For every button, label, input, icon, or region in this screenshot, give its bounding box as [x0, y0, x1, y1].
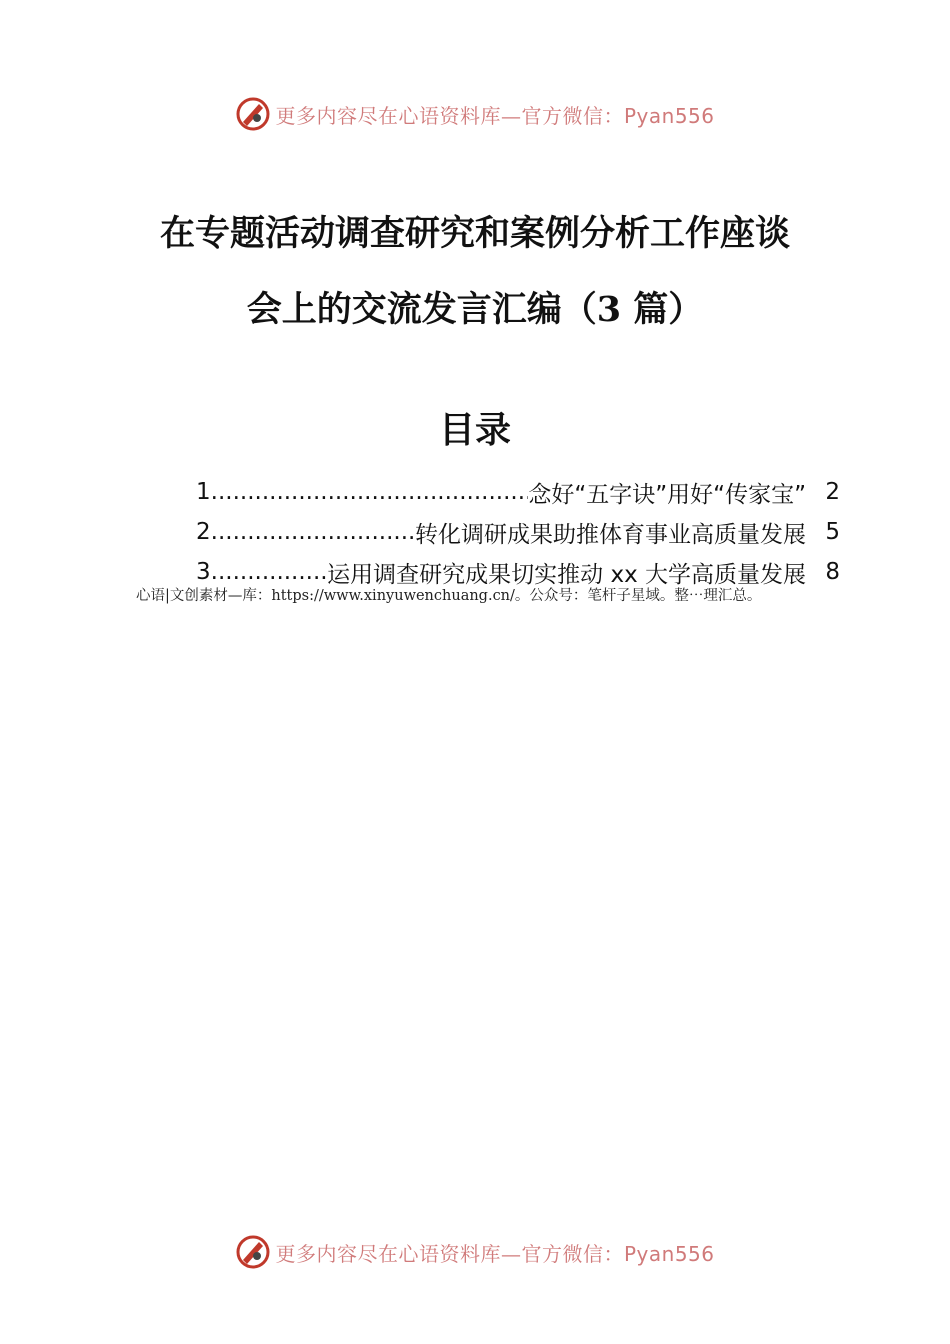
- toc-leader-dots: [211, 559, 328, 585]
- banner-dash: —: [500, 103, 522, 128]
- toc-entry-page: 2: [825, 479, 840, 505]
- toc-leader-dots: [211, 479, 529, 505]
- banner-text: [275, 100, 714, 129]
- toc-leader-dots: [211, 519, 415, 545]
- document-title-line-2: 会上的交流发言汇编（3 篇）: [246, 289, 704, 330]
- pen-logo-icon: [235, 1234, 271, 1270]
- table-of-contents: [196, 472, 840, 592]
- toc-heading: 目录: [438, 409, 511, 451]
- banner-dash: —: [500, 1241, 522, 1266]
- toc-entry-title: 运用调查研究成果切实推动 xx 大学高质量发展: [327, 561, 806, 588]
- toc-entry-number: 1: [196, 479, 211, 505]
- banner-slogan: 更多内容尽在心语资料库: [275, 103, 501, 128]
- toc-entry-title: 念好“五字诀”用好“传家宝”: [528, 481, 806, 508]
- header-banner: [0, 94, 950, 134]
- document-title-line-1: 在专题活动调查研究和案例分析工作座谈: [159, 213, 790, 254]
- source-note: 心语|文创素材—库：https://www.xinyuwenchuang.cn/。公众号：笔杆子星域。整⋯理汇总。: [136, 588, 762, 604]
- toc-entry-2[interactable]: [196, 512, 840, 552]
- toc-entry-1[interactable]: [196, 472, 840, 512]
- banner-wechat-id: Pyan556: [623, 103, 715, 128]
- banner-text: [275, 1238, 714, 1267]
- toc-entry-number: 2: [196, 519, 211, 545]
- toc-entry-page: 5: [825, 519, 840, 545]
- toc-entry-number: 3: [196, 559, 211, 585]
- toc-entry-title: 转化调研成果助推体育事业高质量发展: [415, 521, 806, 548]
- pen-logo-icon: [235, 96, 271, 132]
- banner-wechat-id: Pyan556: [623, 1241, 715, 1266]
- banner-wechat-label: 官方微信：: [521, 1241, 624, 1266]
- banner-slogan: 更多内容尽在心语资料库: [275, 1241, 501, 1266]
- footer-banner: [0, 1232, 950, 1272]
- toc-entry-page: 8: [825, 559, 840, 585]
- banner-wechat-label: 官方微信：: [521, 103, 624, 128]
